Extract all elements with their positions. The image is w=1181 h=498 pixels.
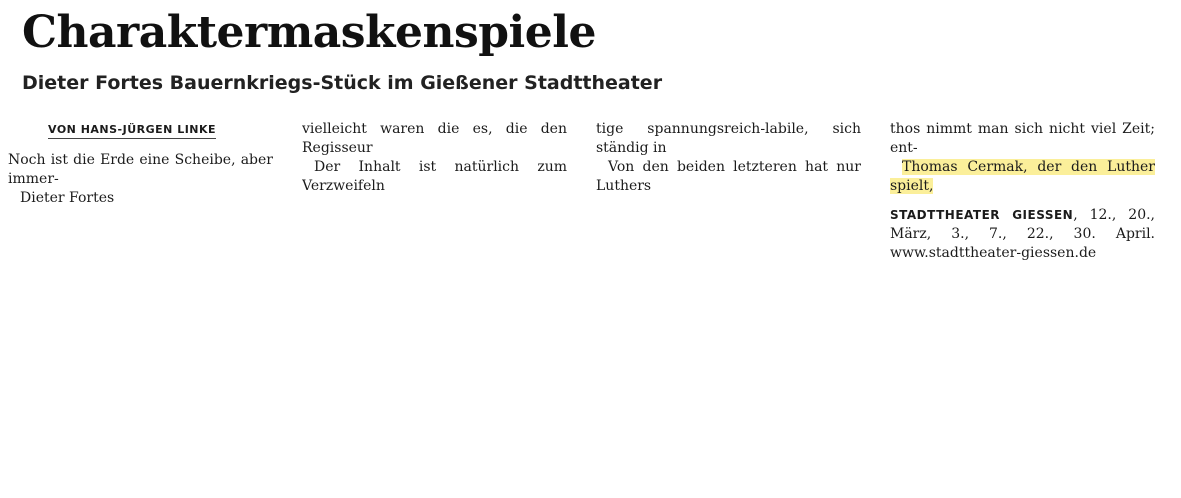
- performance-info: [890, 206, 1155, 263]
- article-column-1: [8, 120, 273, 490]
- column-3-paragraph-2: Von den beiden letzteren hat nur Luthers: [596, 159, 861, 194]
- column-2-paragraph-1: vielleicht waren die es, die den Regisseur: [302, 121, 567, 156]
- article-column-4: [890, 120, 1155, 490]
- performance-dates: , 12., 20., März, 3., 7., 22., 30. April. www.stadttheater-giessen.de: [890, 207, 1155, 261]
- article-column-3: [596, 120, 861, 490]
- column-4-paragraph-2: [890, 158, 1155, 196]
- byline: VON HANS-JÜRGEN LINKE: [48, 123, 216, 139]
- headline: Charaktermaskenspiele: [22, 7, 596, 58]
- column-4-paragraph-1: thos nimmt man sich nicht viel Zeit; ent-: [890, 121, 1155, 156]
- column-2-paragraph-2: Der Inhalt ist natürlich zum Verzweifeln: [302, 159, 567, 194]
- article-column-2: [302, 120, 567, 490]
- column-1-paragraph-2: Dieter Fortes: [20, 190, 115, 206]
- highlighted-passage: Thomas Cermak, der den Luther spielt,: [890, 159, 1155, 194]
- subheadline: Dieter Fortes Bauernkriegs-Stück im Gießener Stadttheater: [22, 72, 663, 94]
- column-1-paragraph-1: Noch ist die Erde eine Scheibe, aber immer-: [8, 152, 273, 187]
- theater-name: STADTTHEATER GIESSEN: [890, 208, 1074, 222]
- column-3-paragraph-1: tige spannungsreich-labile, sich ständig in: [596, 121, 861, 156]
